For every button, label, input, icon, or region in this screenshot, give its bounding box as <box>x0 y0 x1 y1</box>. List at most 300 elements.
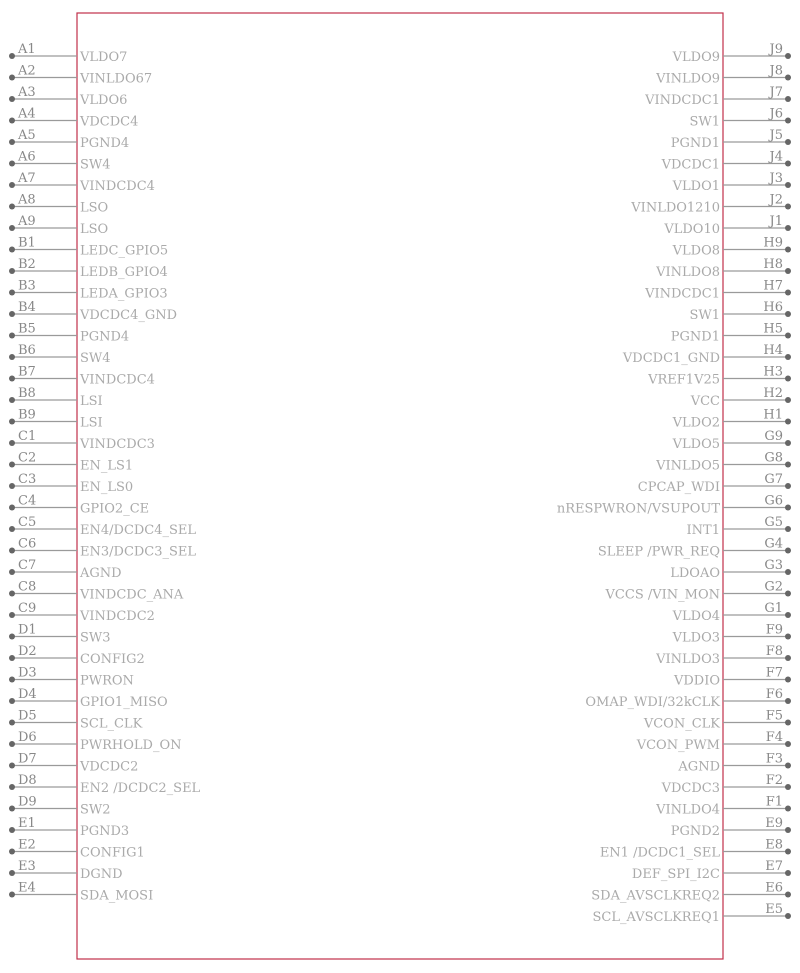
pin-number: H6 <box>763 300 783 315</box>
pin-terminal-dot <box>9 376 15 382</box>
pin-name: EN1 /DCDC1_SEL <box>599 845 720 861</box>
pin-terminal-dot <box>785 53 791 59</box>
pin-terminal-dot <box>9 118 15 124</box>
left-pin <box>9 558 122 581</box>
pin-number: H1 <box>763 407 783 423</box>
pin-number: B6 <box>18 343 36 358</box>
left-pin-group <box>9 42 201 904</box>
pin-terminal-dot <box>785 698 791 704</box>
pin-number: B3 <box>18 278 36 294</box>
left-pin <box>9 365 155 388</box>
pin-name: AGND <box>678 759 720 775</box>
pin-terminal-dot <box>785 634 791 640</box>
pin-name: LSO <box>80 222 109 237</box>
pin-terminal-dot <box>785 892 791 898</box>
pin-number: D9 <box>18 794 37 810</box>
pin-name: VINLDO67 <box>80 71 153 87</box>
pin-number: G3 <box>764 558 783 573</box>
pin-number: G8 <box>764 450 783 466</box>
pin-number: J1 <box>769 214 783 229</box>
pin-terminal-dot <box>9 354 15 360</box>
pin-name: GPIO2_CE <box>80 501 150 517</box>
pin-terminal-dot <box>785 505 791 511</box>
pin-number: H9 <box>763 235 783 251</box>
right-pin <box>661 150 791 173</box>
right-pin <box>600 838 791 861</box>
pin-number: A3 <box>18 85 36 100</box>
pin-number: A7 <box>18 171 36 186</box>
pin-number: C2 <box>18 450 37 466</box>
pin-terminal-dot <box>785 569 791 575</box>
left-pin <box>9 386 103 409</box>
pin-name: EN_LS1 <box>80 458 134 474</box>
pin-terminal-dot <box>785 849 791 855</box>
pin-terminal-dot <box>9 655 15 661</box>
pin-terminal-dot <box>785 612 791 618</box>
right-pin <box>689 107 791 130</box>
pin-name: PGND3 <box>80 824 130 839</box>
pin-name: PGND4 <box>80 329 130 345</box>
pin-name: SW4 <box>80 157 111 173</box>
pin-name: VINDCDC1 <box>645 93 720 108</box>
left-pin <box>9 64 152 87</box>
pin-name: VDCDC2 <box>80 759 139 775</box>
right-pin <box>647 365 791 388</box>
left-pin <box>9 881 153 904</box>
pin-terminal-dot <box>9 591 15 597</box>
pin-terminal-dot <box>785 290 791 296</box>
pin-name: VLDO7 <box>80 50 128 65</box>
pin-terminal-dot <box>785 118 791 124</box>
pin-terminal-dot <box>785 827 791 833</box>
pin-number: B9 <box>18 407 36 423</box>
pin-number: B8 <box>18 386 36 401</box>
left-pin <box>9 257 168 280</box>
right-pin-group <box>557 42 791 925</box>
pin-name: VLDO5 <box>672 437 720 452</box>
pin-name: VINLDO9 <box>656 71 720 87</box>
pin-number: J2 <box>769 192 783 208</box>
pin-name: VINDCDC1 <box>645 286 720 302</box>
pin-number: F4 <box>765 730 783 745</box>
pin-name: VDCDC1_GND <box>622 351 720 366</box>
pin-number: H8 <box>763 257 783 272</box>
left-pin <box>9 580 184 603</box>
pin-terminal-dot <box>785 870 791 876</box>
pin-terminal-dot <box>9 806 15 812</box>
pin-number: C4 <box>18 493 37 509</box>
pin-number: F6 <box>765 687 783 702</box>
pin-terminal-dot <box>785 376 791 382</box>
pin-terminal-dot <box>9 505 15 511</box>
pin-name: VINLDO8 <box>656 265 720 280</box>
pin-name: SW4 <box>80 351 111 366</box>
left-pin <box>9 687 168 710</box>
pin-name: PGND2 <box>670 824 720 839</box>
pin-number: H2 <box>763 386 783 401</box>
pin-terminal-dot <box>785 548 791 554</box>
pin-name: SW1 <box>689 114 720 130</box>
pin-name: VLDO8 <box>672 243 720 259</box>
right-pin <box>690 386 791 409</box>
pin-terminal-dot <box>9 698 15 704</box>
pin-name: LEDB_GPIO4 <box>80 265 168 280</box>
pin-terminal-dot <box>9 440 15 446</box>
pin-name: EN2 /DCDC2_SEL <box>80 781 201 796</box>
right-pin <box>663 214 791 237</box>
pin-name: SW3 <box>80 630 111 646</box>
pin-terminal-dot <box>785 440 791 446</box>
pin-terminal-dot <box>785 677 791 683</box>
pin-number: D8 <box>18 773 37 788</box>
pin-number: A4 <box>18 106 36 122</box>
pin-name: VREF1V25 <box>648 372 720 388</box>
pin-terminal-dot <box>785 419 791 425</box>
pin-terminal-dot <box>9 419 15 425</box>
left-pin <box>9 42 127 65</box>
pin-name: VLDO2 <box>672 415 720 431</box>
right-pin <box>644 279 791 302</box>
pin-name: PGND4 <box>80 136 130 151</box>
pin-terminal-dot <box>9 333 15 339</box>
pin-terminal-dot <box>9 763 15 769</box>
pin-name: SCL_CLK <box>80 716 143 732</box>
pin-name: VINLDO1210 <box>631 200 720 216</box>
pin-number: J5 <box>769 128 783 143</box>
pin-number: H7 <box>763 278 783 294</box>
left-pin <box>9 300 177 323</box>
pin-name: LSO <box>80 200 109 216</box>
right-pin <box>643 709 791 732</box>
pin-terminal-dot <box>785 333 791 339</box>
pin-terminal-dot <box>9 677 15 683</box>
pin-terminal-dot <box>785 268 791 274</box>
pin-terminal-dot <box>9 741 15 747</box>
component-body <box>77 13 723 959</box>
pin-number: G1 <box>764 601 783 616</box>
pin-number: D5 <box>18 708 37 724</box>
pin-number: J8 <box>769 63 783 79</box>
left-pin <box>9 515 196 538</box>
pin-name: SW2 <box>80 802 111 818</box>
pin-terminal-dot <box>785 139 791 145</box>
pin-terminal-dot <box>785 96 791 102</box>
pin-name: VDCDC4_GND <box>80 308 178 323</box>
right-pin <box>585 687 791 710</box>
left-pin <box>9 537 196 560</box>
pin-number: E6 <box>765 880 783 896</box>
pin-number: B7 <box>18 364 36 380</box>
pin-number: F8 <box>765 644 783 659</box>
pin-terminal-dot <box>785 655 791 661</box>
pin-name: PGND1 <box>670 329 720 345</box>
pin-terminal-dot <box>9 182 15 188</box>
pin-terminal-dot <box>785 75 791 81</box>
pin-terminal-dot <box>9 247 15 253</box>
pin-number: C5 <box>18 515 37 530</box>
pin-number: F3 <box>765 751 783 767</box>
pin-number: E1 <box>18 816 36 831</box>
right-pin <box>632 859 791 882</box>
pin-terminal-dot <box>9 290 15 296</box>
pin-terminal-dot <box>9 311 15 317</box>
pin-number: A1 <box>18 42 36 57</box>
right-pin <box>591 881 791 904</box>
pin-name: PWRHOLD_ON <box>80 738 182 753</box>
pin-number: E4 <box>18 880 36 896</box>
pin-number: F9 <box>765 622 783 638</box>
left-pin <box>9 279 168 302</box>
pin-name: CPCAP_WDI <box>637 480 720 495</box>
pin-number: D4 <box>18 687 37 702</box>
left-pin <box>9 408 103 431</box>
pin-number: F5 <box>765 708 783 724</box>
pin-name: AGND <box>80 566 122 581</box>
pin-name: VINLDO4 <box>656 802 720 818</box>
pin-name: VCON_PWM <box>636 738 720 753</box>
pin-name: SW1 <box>689 308 720 323</box>
pin-terminal-dot <box>9 634 15 640</box>
pin-terminal-dot <box>9 892 15 898</box>
pin-number: B1 <box>18 235 36 251</box>
pin-name: PWRON <box>80 673 134 689</box>
pin-number: G6 <box>764 493 783 509</box>
pin-number: E8 <box>765 837 783 853</box>
pin-name: VCC <box>690 394 720 409</box>
left-pin <box>9 236 168 259</box>
pin-terminal-dot <box>9 526 15 532</box>
pin-terminal-dot <box>785 720 791 726</box>
pin-number: J3 <box>769 171 783 186</box>
pin-name: VLDO4 <box>672 609 720 624</box>
pin-number: G9 <box>764 429 783 444</box>
pin-terminal-dot <box>9 827 15 833</box>
left-pin <box>9 193 108 216</box>
pin-terminal-dot <box>9 784 15 790</box>
pin-terminal-dot <box>9 569 15 575</box>
right-pin <box>672 42 791 65</box>
pin-name: EN4/DCDC4_SEL <box>80 523 197 538</box>
right-pin <box>636 730 791 753</box>
pin-number: C3 <box>18 472 37 487</box>
left-pin <box>9 773 201 796</box>
pin-name: SLEEP /PWR_REQ <box>597 544 720 560</box>
pin-name: GPIO1_MISO <box>80 695 168 710</box>
pin-number: E5 <box>765 902 783 917</box>
left-pin <box>9 128 129 151</box>
pin-number: F2 <box>765 773 783 788</box>
pin-name: PGND1 <box>670 136 720 151</box>
pin-terminal-dot <box>9 96 15 102</box>
pin-terminal-dot <box>785 806 791 812</box>
right-pin <box>672 408 791 431</box>
right-pin <box>672 429 791 452</box>
pin-terminal-dot <box>9 268 15 274</box>
pin-number: A2 <box>18 63 36 79</box>
left-pin <box>9 816 129 839</box>
pin-number: G4 <box>764 536 783 552</box>
pin-number: J4 <box>769 149 783 165</box>
pin-name: VINDCDC2 <box>80 609 155 624</box>
pin-name: VINLDO5 <box>656 458 720 474</box>
left-pin <box>9 709 143 732</box>
pin-terminal-dot <box>9 161 15 167</box>
pin-terminal-dot <box>785 161 791 167</box>
pin-name: nRESPWRON/VSUPOUT <box>556 501 720 517</box>
pin-name: VCCS /VIN_MON <box>605 587 720 603</box>
pin-terminal-dot <box>785 913 791 919</box>
left-pin <box>9 666 134 689</box>
pin-number: E9 <box>765 816 783 831</box>
pin-terminal-dot <box>9 548 15 554</box>
pin-name: DGND <box>80 867 123 882</box>
right-pin <box>672 236 791 259</box>
pin-terminal-dot <box>785 182 791 188</box>
pin-number: J7 <box>769 85 783 100</box>
pin-terminal-dot <box>9 53 15 59</box>
left-pin <box>9 859 123 882</box>
pin-terminal-dot <box>9 139 15 145</box>
right-pin <box>687 515 791 538</box>
right-pin <box>638 472 791 495</box>
pin-terminal-dot <box>785 354 791 360</box>
left-pin <box>9 171 155 194</box>
pin-name: LDOAO <box>670 566 720 581</box>
right-pin <box>672 171 791 194</box>
pin-terminal-dot <box>785 591 791 597</box>
pin-number: A5 <box>18 128 36 143</box>
pin-number: E3 <box>18 859 36 874</box>
pin-name: LSI <box>80 415 103 431</box>
right-pin <box>630 193 791 216</box>
pin-name: SDA_MOSI <box>80 888 154 904</box>
pin-name: SDA_AVSCLKREQ2 <box>591 888 720 904</box>
pin-name: VINDCDC_ANA <box>80 587 184 603</box>
left-pin <box>9 429 155 452</box>
left-pin <box>9 150 111 173</box>
pin-terminal-dot <box>785 526 791 532</box>
pin-name: CONFIG1 <box>80 845 145 861</box>
pin-terminal-dot <box>9 612 15 618</box>
left-pin <box>9 472 133 495</box>
pin-terminal-dot <box>785 247 791 253</box>
pin-number: C7 <box>18 558 37 573</box>
right-pin <box>661 773 791 796</box>
pin-terminal-dot <box>9 870 15 876</box>
pin-name: LEDC_GPIO5 <box>80 243 169 259</box>
pin-name: VINDCDC4 <box>80 179 155 194</box>
left-pin <box>9 322 129 345</box>
pin-name: EN3/DCDC3_SEL <box>80 544 197 560</box>
pin-number: C1 <box>18 429 37 444</box>
right-pin <box>592 902 791 925</box>
pin-number: D6 <box>18 730 37 745</box>
left-pin <box>9 623 111 646</box>
right-pin <box>671 322 791 345</box>
pin-name: VLDO10 <box>664 222 720 237</box>
pin-terminal-dot <box>785 204 791 210</box>
pin-number: F7 <box>765 665 783 681</box>
pin-terminal-dot <box>9 397 15 403</box>
right-pin <box>605 580 791 603</box>
pin-number: E2 <box>18 837 36 853</box>
pin-terminal-dot <box>785 741 791 747</box>
pin-terminal-dot <box>9 75 15 81</box>
pin-terminal-dot <box>785 225 791 231</box>
pin-name: VLDO1 <box>672 179 720 194</box>
right-pin <box>689 300 791 323</box>
pin-name: VDCDC4 <box>80 114 139 130</box>
right-pin <box>598 537 791 560</box>
pin-name: VINDCDC3 <box>80 437 155 452</box>
right-pin <box>644 85 791 108</box>
pin-number: A9 <box>18 214 36 229</box>
left-pin <box>9 451 133 474</box>
right-pin <box>671 816 791 839</box>
pin-name: VINDCDC4 <box>80 372 155 388</box>
pin-terminal-dot <box>785 311 791 317</box>
pin-name: LEDA_GPIO3 <box>80 286 168 302</box>
pin-terminal-dot <box>9 720 15 726</box>
right-pin <box>622 343 791 366</box>
pin-number: A8 <box>18 192 36 208</box>
left-pin <box>9 107 138 130</box>
pin-number: B2 <box>18 257 36 272</box>
pin-name: OMAP_WDI/32kCLK <box>585 695 720 710</box>
pin-number: H5 <box>763 321 783 337</box>
pin-terminal-dot <box>785 483 791 489</box>
left-pin <box>9 730 181 753</box>
pin-terminal-dot <box>9 225 15 231</box>
right-pin <box>672 601 791 624</box>
pin-name: VDCDC1 <box>661 157 720 173</box>
left-pin <box>9 494 149 517</box>
pin-terminal-dot <box>785 784 791 790</box>
pin-terminal-dot <box>9 483 15 489</box>
right-pin <box>670 558 791 581</box>
pin-number: C9 <box>18 601 37 616</box>
pin-number: F1 <box>765 794 783 810</box>
pin-name: VLDO6 <box>80 93 128 108</box>
pin-number: A6 <box>18 149 36 165</box>
pin-terminal-dot <box>9 849 15 855</box>
pin-number: G2 <box>764 579 783 595</box>
left-pin <box>9 85 127 108</box>
pin-number: C6 <box>18 536 37 552</box>
left-pin <box>9 795 111 818</box>
pin-number: J9 <box>769 42 783 57</box>
pin-number: J6 <box>769 106 783 122</box>
pin-number: E7 <box>765 859 783 874</box>
pin-terminal-dot <box>9 462 15 468</box>
pin-name: LSI <box>80 394 103 409</box>
pin-number: D2 <box>18 644 37 659</box>
pin-name: INT1 <box>686 523 720 538</box>
pin-name: VLDO9 <box>672 50 720 65</box>
pin-number: B4 <box>18 300 36 315</box>
pin-number: G5 <box>764 515 783 530</box>
pin-name: VDCDC3 <box>661 781 720 796</box>
pin-number: H3 <box>763 364 783 380</box>
right-pin <box>672 623 791 646</box>
pin-number: G7 <box>764 472 783 487</box>
pin-name: SCL_AVSCLKREQ1 <box>592 910 720 925</box>
pin-number: B5 <box>18 321 36 337</box>
pin-number: C8 <box>18 579 37 595</box>
pin-name: CONFIG2 <box>80 652 145 667</box>
left-pin <box>9 601 155 624</box>
pin-number: D7 <box>18 751 37 767</box>
